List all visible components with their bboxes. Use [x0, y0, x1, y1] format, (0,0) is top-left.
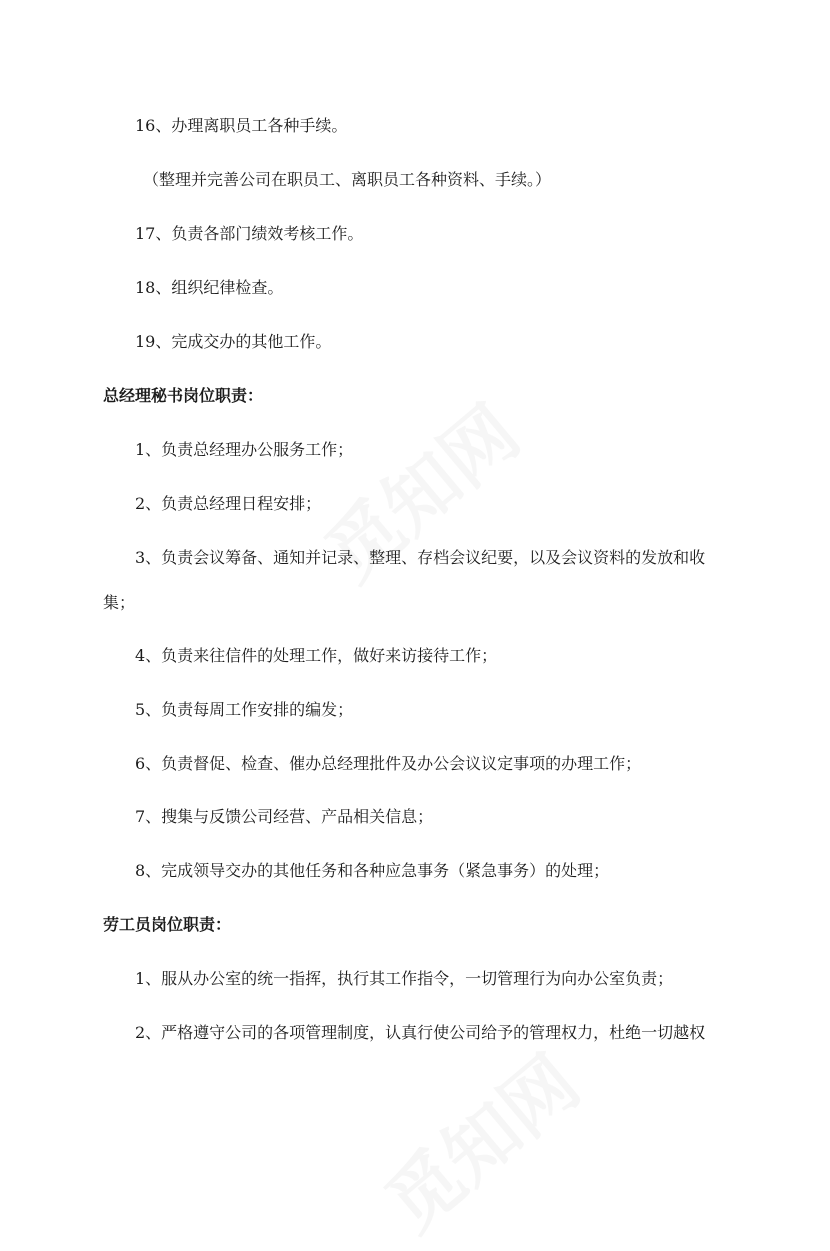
- list-item: 5、负责每周工作安排的编发；: [135, 700, 354, 719]
- list-item: 8、完成领导交办的其他任务和各种应急事务（紧急事务）的处理；: [135, 861, 610, 880]
- list-item-note: （整理并完善公司在职员工、离职员工各种资料、手续。）: [143, 170, 552, 189]
- section-heading-laborer: 劳工员岗位职责：: [103, 915, 232, 934]
- list-item-continuation: 集；: [103, 593, 136, 612]
- list-item: 7、搜集与反馈公司经营、产品相关信息；: [135, 807, 434, 826]
- list-item: 1、服从办公室的统一指挥，执行其工作指令，一切管理行为向办公室负责；: [135, 969, 674, 988]
- list-item: 16、办理离职员工各种手续。: [135, 116, 348, 135]
- list-item: 1、负责总经理办公服务工作；: [135, 440, 354, 459]
- list-item: 3、负责会议筹备、通知并记录、整理、存档会议纪要，以及会议资料的发放和收: [135, 548, 706, 567]
- watermark-text: [360, 1027, 598, 1251]
- list-item: 2、负责总经理日程安排；: [135, 494, 322, 513]
- list-item: 2、严格遵守公司的各项管理制度，认真行使公司给予的管理权力，杜绝一切越权: [135, 1023, 706, 1042]
- list-item: 4、负责来往信件的处理工作，做好来访接待工作；: [135, 646, 498, 665]
- list-item: 6、负责督促、检查、催办总经理批件及办公会议议定事项的办理工作；: [135, 754, 642, 773]
- list-item: 19、完成交办的其他工作。: [135, 332, 332, 351]
- list-item: 17、负责各部门绩效考核工作。: [135, 224, 364, 243]
- list-item: 18、组织纪律检查。: [135, 278, 284, 297]
- section-heading-secretary: 总经理秘书岗位职责：: [103, 386, 264, 405]
